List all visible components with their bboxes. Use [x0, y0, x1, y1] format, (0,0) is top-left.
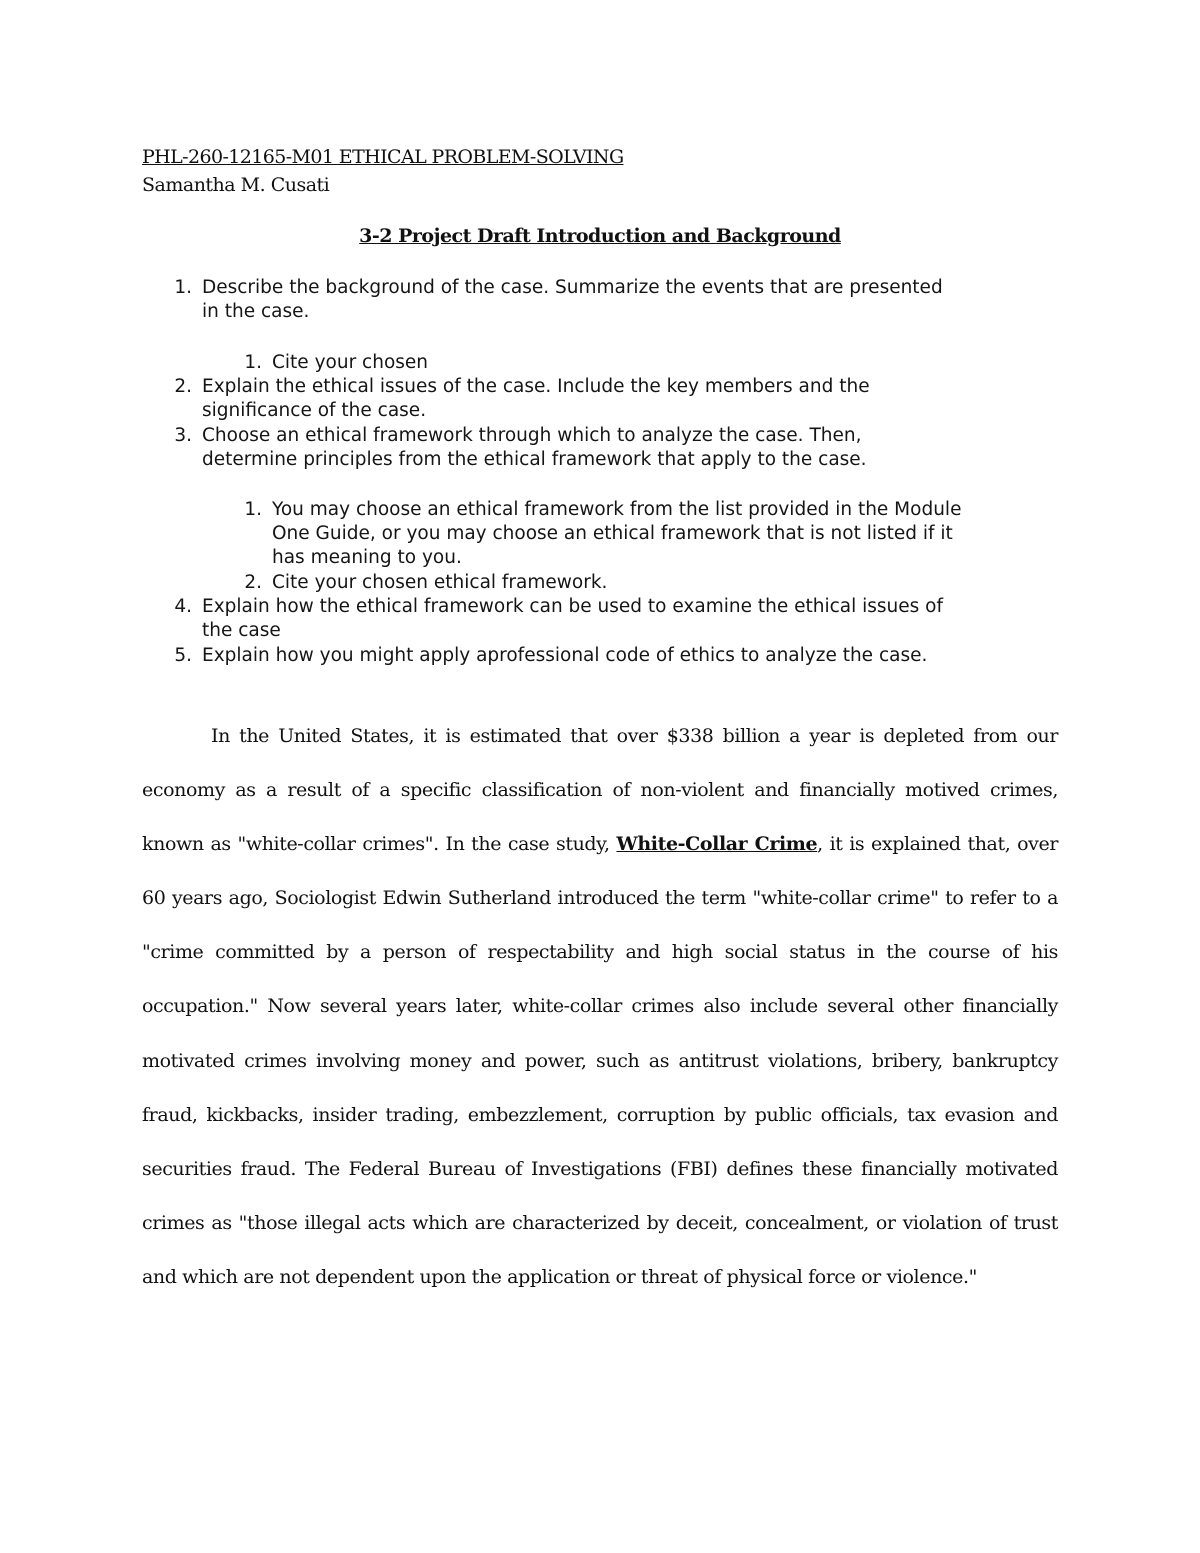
- list-text: the case: [202, 620, 281, 641]
- list-text: Choose an ethical framework through which to analyze the case. Then,: [202, 425, 862, 446]
- list-text: You may choose an ethical framework from the list provided in the Module: [272, 499, 962, 520]
- case-study-title: White-Collar Crime: [616, 833, 818, 856]
- list-text: determine principles from the ethical framework that apply to the case.: [202, 449, 867, 470]
- list-text: Cite your chosen ethical framework.: [272, 572, 608, 593]
- list-text: Explain how the ethical framework can be used to examine the ethical issues of: [202, 596, 944, 617]
- body-text-intro: In the United States, it is estimated that over $338 billion a year is depleted from our economy as a result of a specific classification of non-violent and financially motived crimes, known as "white-collar crimes". In the case study,: [142, 725, 1058, 856]
- list-text: Explain the ethical issues of the case. Include the key members and the: [202, 376, 870, 397]
- list-text: in the case.: [202, 301, 310, 322]
- list-text: Describe the background of the case. Summarize the events that are presented: [202, 277, 943, 298]
- body-paragraph: [142, 709, 1058, 1304]
- list-number: 2.: [244, 572, 262, 593]
- list-text: Explain how you might apply aprofessional code of ethics to analyze the case.: [202, 645, 928, 666]
- list-text: One Guide, or you may choose an ethical framework that is not listed if it: [272, 523, 953, 544]
- list-number: 1.: [244, 499, 262, 520]
- list-text: significance of the case.: [202, 400, 427, 421]
- course-title: PHL-260-12165-M01 ETHICAL PROBLEM-SOLVING: [142, 146, 624, 168]
- list-number: 2.: [174, 376, 192, 397]
- list-text: has meaning to you.: [272, 547, 462, 568]
- author-name: Samantha M. Cusati: [142, 174, 330, 196]
- list-number: 5.: [174, 645, 192, 666]
- list-number: 4.: [174, 596, 192, 617]
- list-number: 1.: [244, 352, 262, 373]
- list-number: 3.: [174, 425, 192, 446]
- body-text-main: , it is explained that, over 60 years ago, Sociologist Edwin Sutherland introduced the term "white-collar crime" to refer to a "crime committed by a person of respectability and high social status in the course of his occupation." Now several years later, white-collar crimes also include several other financially motivated crimes involving money and power, such as antitrust violations, bribery, bankruptcy fraud, kickbacks, insider trading, embezzlement, corruption by public officials, tax evasion and securities fraud. The Federal Bureau of Investigations (FBI) defines these financially motivated crimes as "those illegal acts which are characterized by deceit, concealment, or violation of trust and which are not dependent upon the application or threat of physical force or violence.": [142, 833, 1058, 1288]
- assignment-title: 3-2 Project Draft Introduction and Background: [359, 225, 841, 247]
- list-number: 1.: [174, 277, 192, 298]
- list-text: Cite your chosen: [272, 352, 429, 373]
